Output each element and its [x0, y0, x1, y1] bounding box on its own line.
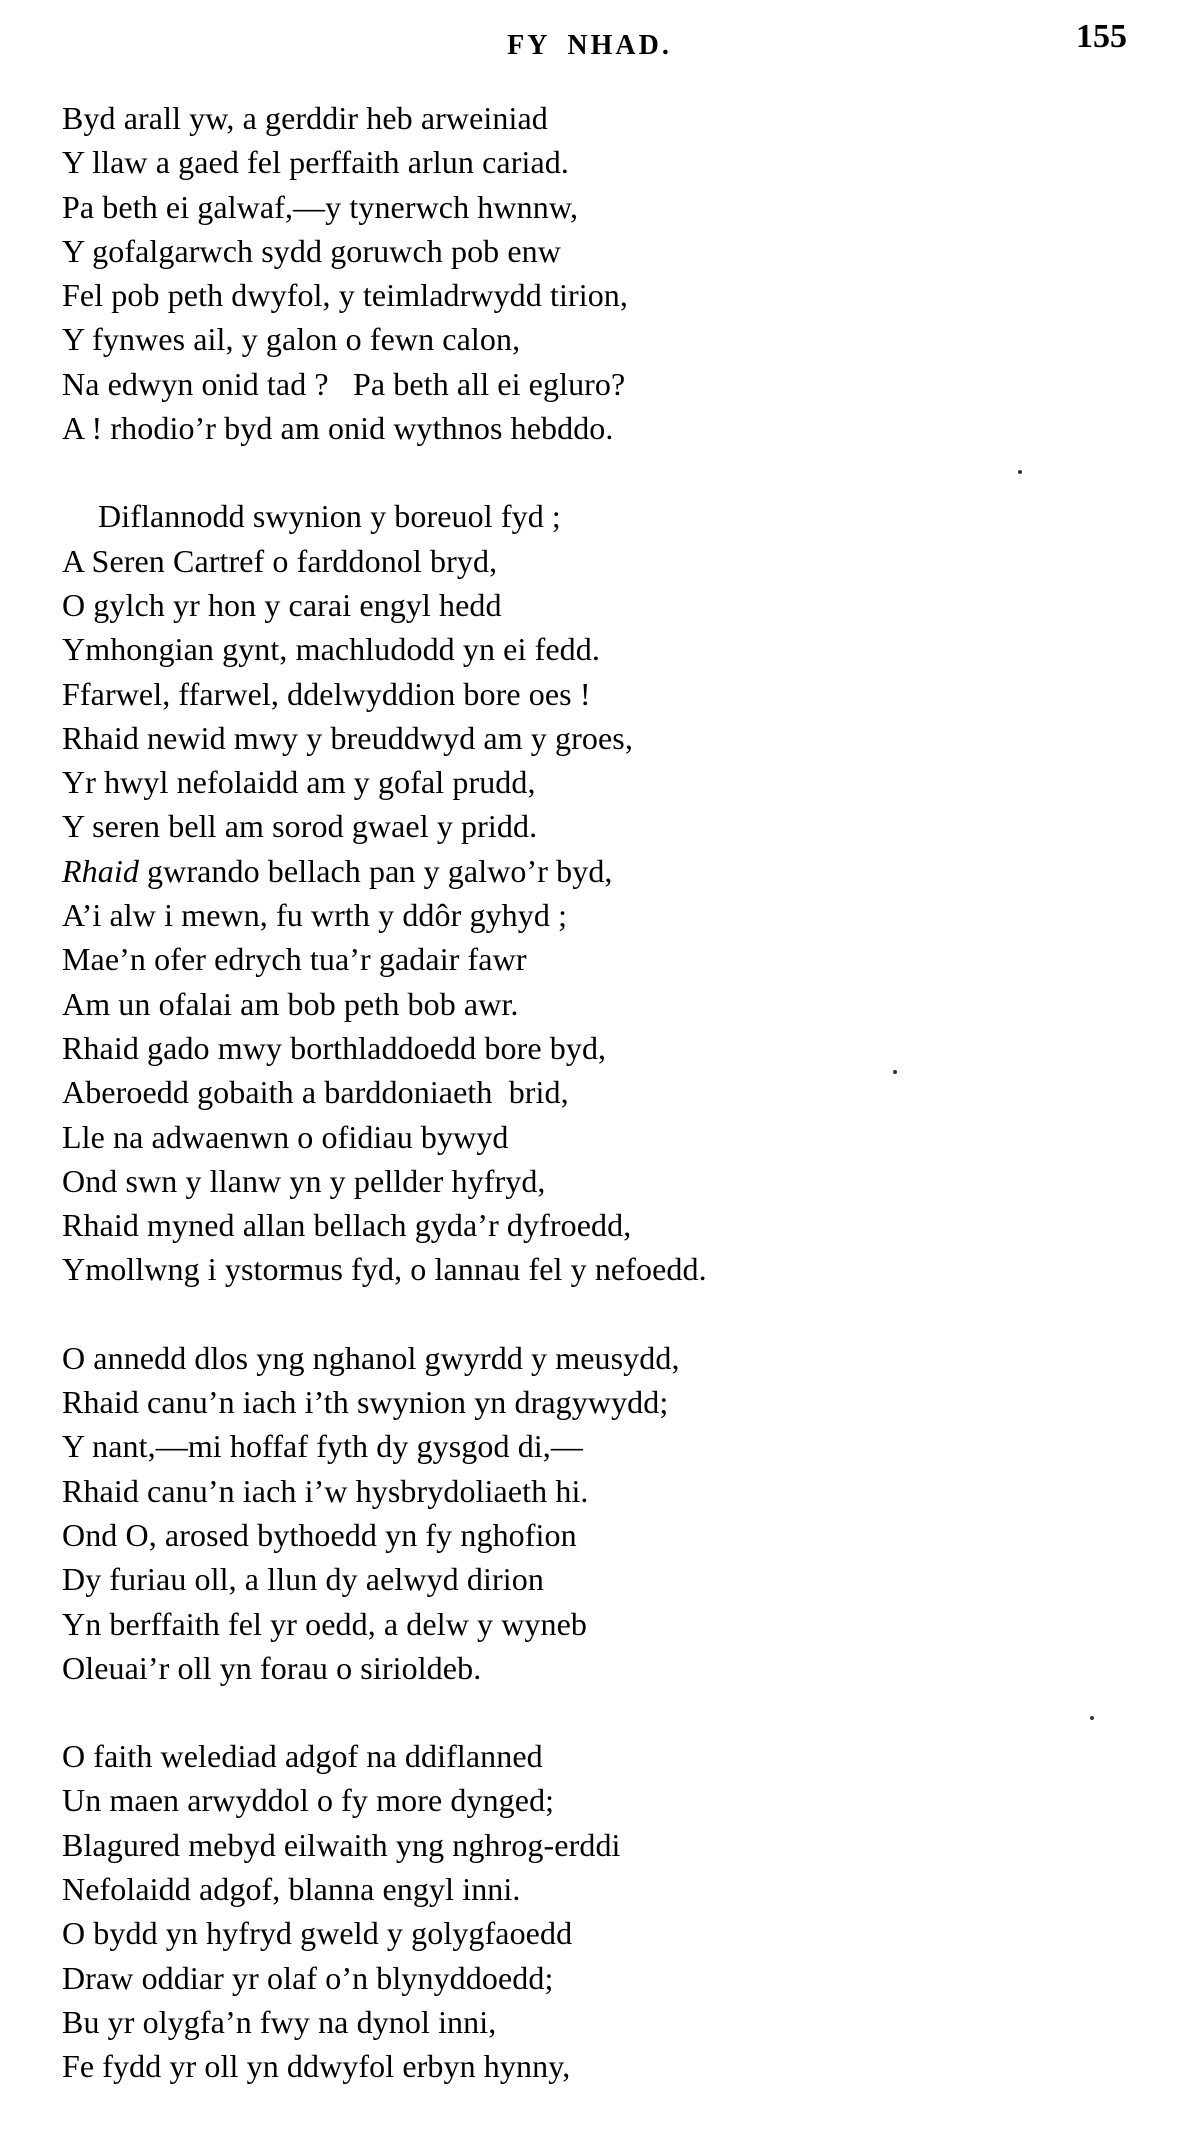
poem-line: Fe fydd yr oll yn ddwyfol erbyn hynny, [62, 2048, 571, 2085]
poem-line: Draw oddiar yr olaf o’n blynyddoedd; [62, 1959, 554, 1996]
poem-line: Diflannodd swynion y boreuol fyd ; [98, 498, 561, 535]
poem-line: Dy furiau oll, a llun dy aelwyd dirion [62, 1561, 544, 1598]
poem-line: Rhaid gwrando bellach pan y galwo’r byd, [62, 852, 613, 889]
poem-line: A ! rhodio’r byd am onid wythnos hebddo. [62, 410, 614, 447]
poem-line: Ffarwel, ffarwel, ddelwyddion bore oes ! [62, 675, 591, 712]
poem-line: Ond O, arosed bythoedd yn fy nghofion [62, 1516, 577, 1553]
poem-stanza [0, 494, 1179, 1291]
poem-line: Ymhongian gynt, machludodd yn ei fedd. [62, 631, 600, 668]
running-title: FY NHAD. [507, 30, 672, 61]
poem-line: Y gofalgarwch sydd goruwch pob enw [62, 232, 561, 269]
poem-line: Pa beth ei galwaf,—y tynerwch hwnnw, [62, 188, 579, 225]
poem-line: Rhaid newid mwy y breuddwyd am y groes, [62, 719, 633, 756]
poem-line: Y llaw a gaed fel perffaith arlun cariad. [62, 144, 569, 181]
poem-line: Un maen arwyddol o fy more dynged; [62, 1782, 555, 1819]
poem-line: Y seren bell am sorod gwael y pridd. [62, 808, 538, 845]
poem-line: Rhaid canu’n iach i’th swynion yn dragywydd; [62, 1384, 669, 1421]
poem-line: Aberoedd gobaith a barddoniaeth brid, [62, 1074, 569, 1111]
poem-line: Na edwyn onid tad ? Pa beth all ei egluro? [62, 365, 626, 402]
poem-line: O faith welediad adgof na ddiflanned [62, 1738, 543, 1775]
poem-line: A’i alw i mewn, fu wrth y ddôr gyhyd ; [62, 897, 568, 934]
poem-line: Am un ofalai am bob peth bob awr. [62, 985, 519, 1022]
poem-line: Y nant,—mi hoffaf fyth dy gysgod di,— [62, 1428, 583, 1465]
emphasis-text: Rhaid [62, 852, 139, 889]
poem-line: Rhaid canu’n iach i’w hysbrydoliaeth hi. [62, 1472, 589, 1509]
page-number: 155 [1076, 18, 1127, 55]
poem-line: Yr hwyl nefolaidd am y gofal prudd, [62, 764, 536, 801]
poem-line: Mae’n ofer edrych tua’r gadair fawr [62, 941, 527, 978]
poem-line: Yn berffaith fel yr oedd, a delw y wyneb [62, 1605, 588, 1642]
paper-speck-icon [893, 1070, 897, 1074]
poem-line: A Seren Cartref o farddonol bryd, [62, 542, 498, 579]
poem-stanza [0, 96, 1179, 450]
poem-line: Rhaid gado mwy borthladdoedd bore byd, [62, 1029, 607, 1066]
poem-stanza [0, 1336, 1179, 1690]
poem-line: Blagured mebyd eilwaith yng nghrog-erddi [62, 1826, 621, 1863]
poem-stanza [0, 1734, 1179, 2088]
poem-line: Rhaid myned allan bellach gyda’r dyfroedd, [62, 1207, 632, 1244]
page-header [0, 0, 1179, 96]
poem-line: O bydd yn hyfryd gweld y golygfaoedd [62, 1915, 573, 1952]
poem-line: Fel pob peth dwyfol, y teimladrwydd tirion, [62, 277, 629, 314]
poem-line: Ond swn y llanw yn y pellder hyfryd, [62, 1162, 546, 1199]
paper-speck-icon [1018, 470, 1022, 474]
poem-line: Oleuai’r oll yn forau o sirioldeb. [62, 1649, 482, 1686]
poem-body [0, 96, 1179, 2088]
poem-line: Y fynwes ail, y galon o fewn calon, [62, 321, 521, 358]
poem-line: Ymollwng i ystormus fyd, o lannau fel y nefoedd. [62, 1251, 707, 1288]
poem-line: Nefolaidd adgof, blanna engyl inni. [62, 1870, 521, 1907]
poem-line: Bu yr olygfa’n fwy na dynol inni, [62, 2003, 497, 2040]
poem-line: O annedd dlos yng nghanol gwyrdd y meusydd, [62, 1339, 680, 1376]
poem-line: Byd arall yw, a gerddir heb arweiniad [62, 100, 548, 136]
poem-line: O gylch yr hon y carai engyl hedd [62, 586, 502, 623]
paper-speck-icon [1090, 1716, 1094, 1720]
poem-line: Lle na adwaenwn o ofidiau bywyd [62, 1118, 509, 1155]
